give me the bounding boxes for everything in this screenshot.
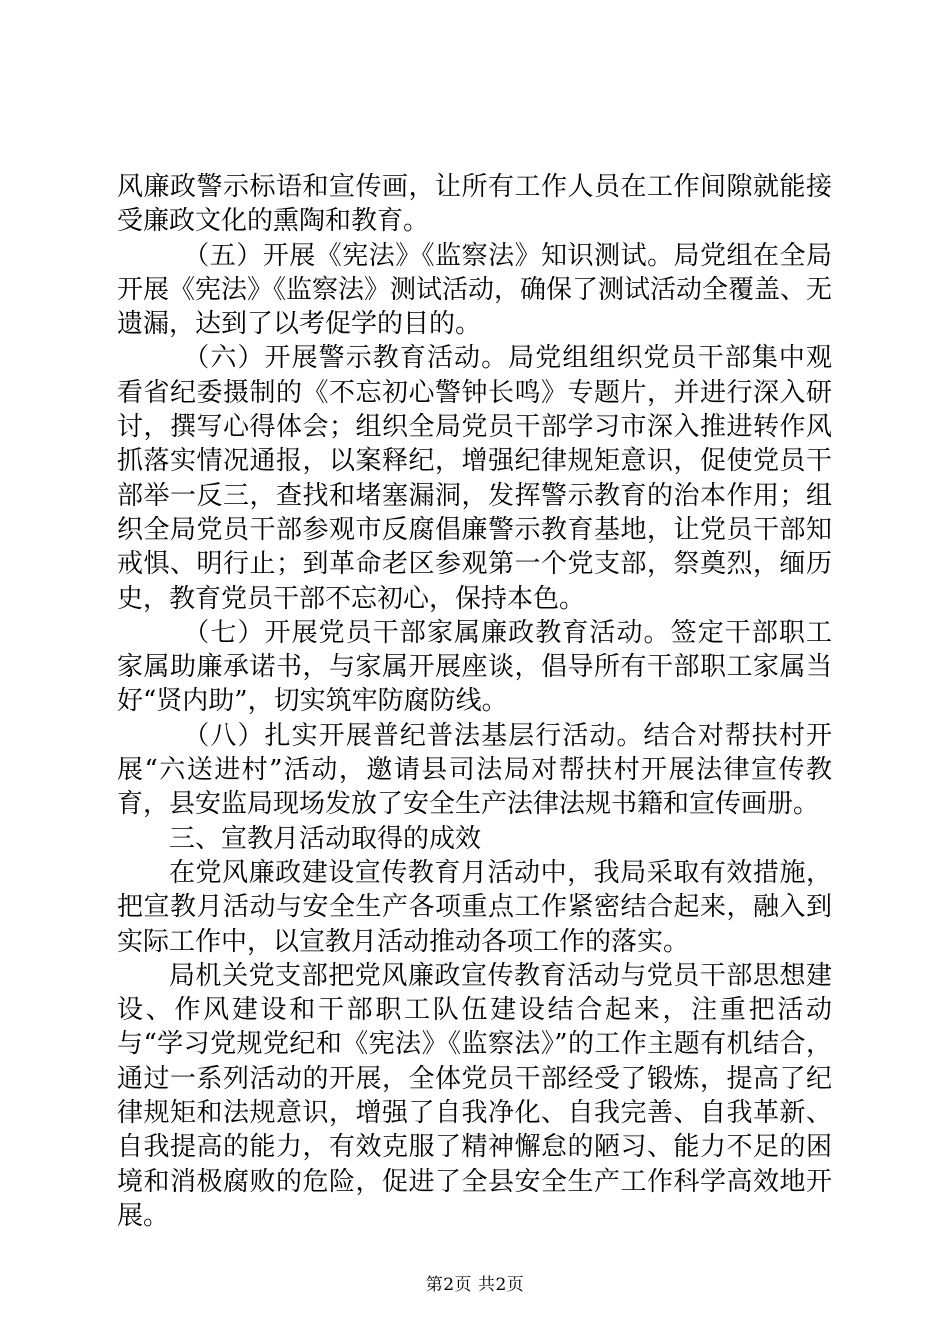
paragraph-section-6: （六）开展警示教育活动。局党组组织党员干部集中观看省纪委摄制的《不忘初心警钟长鸣》专题片，并进行深入研讨，撰写心得体会；组织全局党员干部学习市深入推进转作风抓落实情况通报，以案释纪，增强纪律规矩意识，促使党员干部举一反三，查找和堵塞漏洞，发挥警示教育的治本作用；组织全局党员干部参观市反腐倡廉警示教育基地，让党员干部知戒惧、明行止；到革命老区参观第一个党支部，祭奠烈，缅历史，教育党员干部不忘初心，保持本色。 — [117, 343, 832, 614]
page-number-footer: 第2页 共2页 — [425, 1275, 525, 1295]
paragraph-section-7: （七）开展党员干部家属廉政教育活动。签定干部职工家属助廉承诺书，与家属开展座谈，倡导所有干部职工家属当好“贤内助”，切实筑牢防腐防线。 — [117, 617, 832, 717]
document-body — [117, 170, 832, 1233]
paragraph-results-1: 在党风廉政建设宣传教育月活动中，我局采取有效措施，把宣教月活动与安全生产各项重点工作紧密结合起来，融入到实际工作中，以宣教月活动推动各项工作的落实。 — [117, 857, 832, 957]
paragraph-section-8: （八）扎实开展普纪普法基层行活动。结合对帮扶村开展“六送进村”活动，邀请县司法局对帮扶村开展法律宣传教育，县安监局现场发放了安全生产法律法规书籍和宣传画册。 — [117, 720, 832, 820]
paragraph-results-2: 局机关党支部把党风廉政宣传教育活动与党员干部思想建设、作风建设和干部职工队伍建设结合起来，注重把活动与“学习党规党纪和《宪法》《监察法》”的工作主题有机结合，通过一系列活动的开展，全体党员干部经受了锻炼，提高了纪律规矩和法规意识，增强了自我净化、自我完善、自我革新、自我提高的能力，有效克服了精神懈怠的陋习、能力不足的困境和消极腐败的危险，促进了全县安全生产工作科学高效地开展。 — [117, 960, 832, 1231]
section-heading-3: 三、宣教月活动取得的成效 — [169, 823, 482, 854]
paragraph-continuation: 风廉政警示标语和宣传画，让所有工作人员在工作间隙就能接受廉政文化的熏陶和教育。 — [117, 172, 832, 237]
paragraph-section-5: （五）开展《宪法》《监察法》知识测试。局党组在全局开展《宪法》《监察法》测试活动，确保了测试活动全覆盖、无遗漏，达到了以考促学的目的。 — [117, 240, 833, 340]
